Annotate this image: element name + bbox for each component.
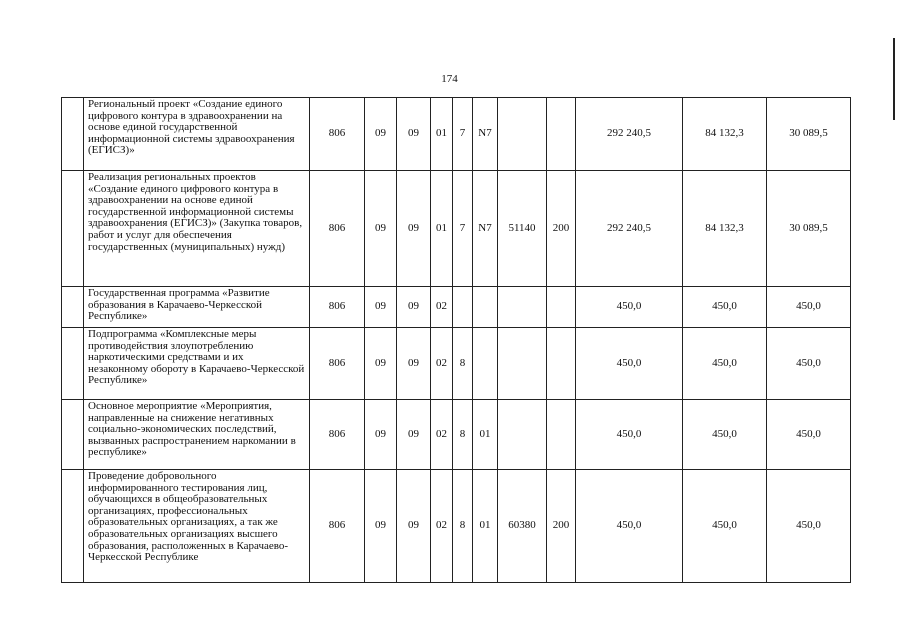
- description-cell: Основное мероприятие «Мероприятия, направленные на снижение негативных социально-экономических последствий, вызванных распространением наркомании в республике»: [84, 400, 310, 470]
- description-cell: Государственная программа «Развитие образования в Карачаево-Черкесской Республике»: [84, 287, 310, 328]
- subsection-code-cell: 09: [397, 171, 431, 287]
- ministry-code-cell: 806: [310, 171, 365, 287]
- page-number: 174: [441, 73, 458, 85]
- direction-code-cell: [498, 287, 547, 328]
- measure-code-cell: N7: [473, 98, 498, 171]
- sum-year3-cell: 30 089,5: [767, 171, 851, 287]
- expense-type-cell: [547, 400, 576, 470]
- row-index-cell: [62, 400, 84, 470]
- program-code-cell: 02: [431, 287, 453, 328]
- subsection-code-cell: 09: [397, 400, 431, 470]
- sum-year2-cell: 450,0: [683, 470, 767, 583]
- expense-type-cell: [547, 98, 576, 171]
- sum-year3-cell: 450,0: [767, 470, 851, 583]
- sum-year2-cell: 450,0: [683, 400, 767, 470]
- ministry-code-cell: 806: [310, 287, 365, 328]
- ministry-code-cell: 806: [310, 98, 365, 171]
- section-code-cell: 09: [365, 171, 397, 287]
- row-index-cell: [62, 470, 84, 583]
- direction-code-cell: 60380: [498, 470, 547, 583]
- section-code-cell: 09: [365, 328, 397, 400]
- program-code-cell: 02: [431, 400, 453, 470]
- sum-year1-cell: 450,0: [576, 470, 683, 583]
- description-cell: Реализация региональных проектов «Создание единого цифрового контура в здравоохранении на основе единой государственной информационной системы здравоохранения (ЕГИСЗ)» (Закупка товаров, работ и услуг для обеспечения государственных (муниципальных) нужд): [84, 171, 310, 287]
- direction-code-cell: [498, 400, 547, 470]
- table-row: [62, 400, 851, 470]
- description-cell: Подпрограмма «Комплексные меры противодействия злоупотреблению наркотическими средствами и их незаконному обороту в Карачаево-Черкесской Республике»: [84, 328, 310, 400]
- scan-edge-mark: [893, 38, 895, 120]
- program-code-cell: 02: [431, 328, 453, 400]
- table-row: [62, 171, 851, 287]
- sum-year1-cell: 292 240,5: [576, 98, 683, 171]
- expense-type-cell: 200: [547, 171, 576, 287]
- row-index-cell: [62, 171, 84, 287]
- subprogram-code-cell: 8: [453, 328, 473, 400]
- sum-year1-cell: 450,0: [576, 287, 683, 328]
- subsection-code-cell: 09: [397, 98, 431, 171]
- row-index-cell: [62, 328, 84, 400]
- sum-year3-cell: 450,0: [767, 400, 851, 470]
- section-code-cell: 09: [365, 470, 397, 583]
- sum-year1-cell: 450,0: [576, 328, 683, 400]
- expense-type-cell: [547, 328, 576, 400]
- ministry-code-cell: 806: [310, 400, 365, 470]
- measure-code-cell: 01: [473, 400, 498, 470]
- measure-code-cell: [473, 287, 498, 328]
- direction-code-cell: [498, 328, 547, 400]
- measure-code-cell: N7: [473, 171, 498, 287]
- subsection-code-cell: 09: [397, 470, 431, 583]
- subsection-code-cell: 09: [397, 287, 431, 328]
- expense-type-cell: 200: [547, 470, 576, 583]
- sum-year2-cell: 84 132,3: [683, 171, 767, 287]
- section-code-cell: 09: [365, 287, 397, 328]
- sum-year3-cell: 30 089,5: [767, 98, 851, 171]
- section-code-cell: 09: [365, 400, 397, 470]
- table-row: [62, 287, 851, 328]
- program-code-cell: 01: [431, 171, 453, 287]
- measure-code-cell: [473, 328, 498, 400]
- section-code-cell: 09: [365, 98, 397, 171]
- direction-code-cell: 51140: [498, 171, 547, 287]
- row-index-cell: [62, 98, 84, 171]
- sum-year2-cell: 450,0: [683, 287, 767, 328]
- direction-code-cell: [498, 98, 547, 171]
- expense-type-cell: [547, 287, 576, 328]
- row-index-cell: [62, 287, 84, 328]
- subprogram-code-cell: 8: [453, 470, 473, 583]
- description-cell: Региональный проект «Создание единого цифрового контура в здравоохранении на основе единой государственной информационной системы здравоохранения (ЕГИСЗ)»: [84, 98, 310, 171]
- table-row: [62, 98, 851, 171]
- description-cell: Проведение добровольного информированного тестирования лиц, обучающихся в общеобразовательных организациях, профессиональных образовательных организациях, а так же образовательных организациях высшего образования, расположенных в Карачаево-Черкесской Республике: [84, 470, 310, 583]
- sum-year2-cell: 450,0: [683, 328, 767, 400]
- sum-year1-cell: 292 240,5: [576, 171, 683, 287]
- subsection-code-cell: 09: [397, 328, 431, 400]
- subprogram-code-cell: 7: [453, 171, 473, 287]
- sum-year2-cell: 84 132,3: [683, 98, 767, 171]
- program-code-cell: 02: [431, 470, 453, 583]
- sum-year3-cell: 450,0: [767, 287, 851, 328]
- table-row: [62, 328, 851, 400]
- sum-year1-cell: 450,0: [576, 400, 683, 470]
- ministry-code-cell: 806: [310, 328, 365, 400]
- ministry-code-cell: 806: [310, 470, 365, 583]
- subprogram-code-cell: 8: [453, 400, 473, 470]
- budget-table: [61, 97, 851, 583]
- subprogram-code-cell: 7: [453, 98, 473, 171]
- sum-year3-cell: 450,0: [767, 328, 851, 400]
- program-code-cell: 01: [431, 98, 453, 171]
- table-row: [62, 470, 851, 583]
- measure-code-cell: 01: [473, 470, 498, 583]
- subprogram-code-cell: [453, 287, 473, 328]
